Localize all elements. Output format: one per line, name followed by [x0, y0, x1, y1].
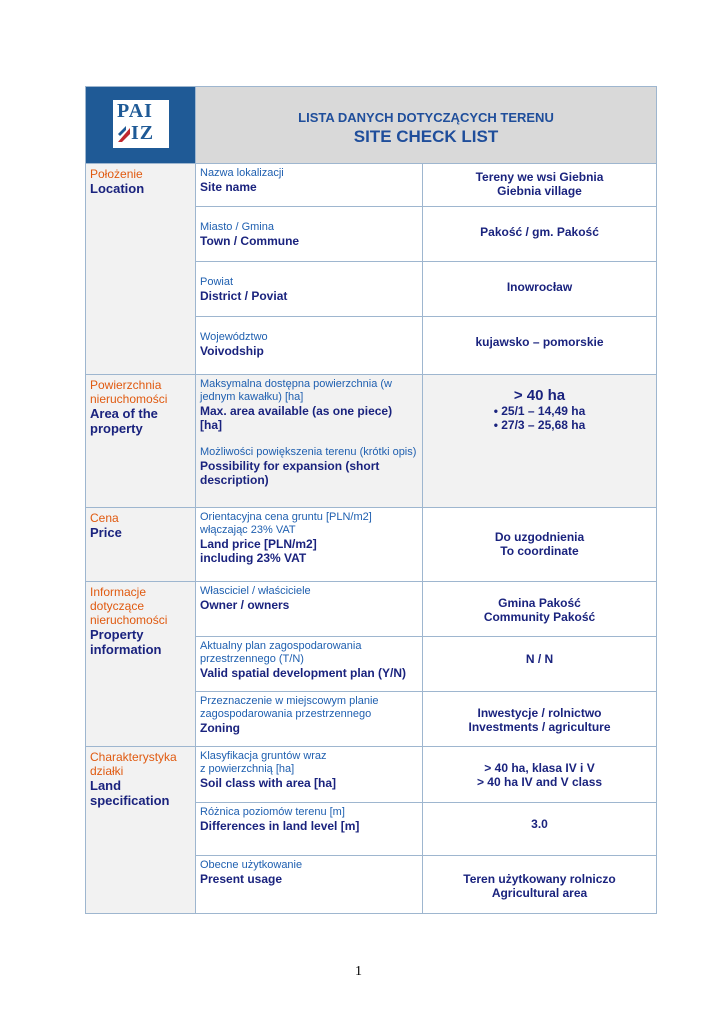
area-parcel-value: • 27/3 – 25,68 ha	[493, 418, 586, 432]
label-pl: Maksymalna dostępna powierzchnia (w	[200, 378, 392, 390]
category-label-pl: nieruchomości	[90, 613, 168, 627]
value-line: Pakość / gm. Pakość	[480, 225, 599, 239]
category-label-pl: nieruchomości	[90, 392, 168, 406]
category-label-en: information	[90, 642, 162, 657]
price-value	[423, 508, 657, 582]
label-en: Valid spatial development plan (Y/N)	[200, 666, 407, 680]
category-label-pl: Położenie	[90, 167, 143, 181]
label-en: description)	[200, 473, 269, 487]
category-label-en: Location	[90, 181, 145, 196]
label-en: Owner / owners	[200, 598, 290, 612]
page-title	[196, 87, 657, 164]
site-check-list-table	[85, 86, 657, 914]
town-value	[423, 207, 657, 262]
category-land-specification	[86, 747, 196, 914]
label-pl: Własciciel / właściciele	[200, 585, 311, 597]
logo-mark-icon	[116, 124, 132, 144]
owner-label	[196, 582, 423, 637]
value-line: Inwestycje / rolnictwo	[477, 706, 602, 720]
label-en: Possibility for expansion (short	[200, 459, 380, 473]
zoning-label	[196, 692, 423, 747]
value-line: Tereny we wsi Giebnia	[475, 170, 604, 184]
label-pl: Klasyfikacja gruntów wraz	[200, 750, 327, 762]
present-usage-value	[423, 856, 657, 914]
value-line: Community Pakość	[483, 610, 596, 624]
label-en: including 23% VAT	[200, 551, 307, 565]
label-en: Land price [PLN/m2]	[200, 537, 317, 551]
plan-label	[196, 637, 423, 692]
area-labels	[196, 375, 423, 508]
price-label	[196, 508, 423, 582]
category-label-pl: Informacje	[90, 585, 147, 599]
title-polish: LISTA DANYCH DOTYCZĄCYCH TERENU	[298, 109, 554, 125]
value-line: Giebnia village	[497, 184, 582, 198]
label-pl: Możliwości powiększenia terenu (krótki opis)	[200, 446, 417, 458]
plan-value	[423, 637, 657, 692]
label-pl: Miasto / Gmina	[200, 221, 274, 233]
value-line: Do uzgodnienia	[494, 530, 585, 544]
category-label-en: Price	[90, 525, 122, 540]
label-en: Site name	[200, 180, 257, 194]
value-line: To coordinate	[500, 544, 579, 558]
area-total-value: > 40 ha	[513, 387, 566, 404]
label-pl: Aktualny plan zagospodarowania	[200, 640, 362, 652]
category-label-en: Land	[90, 778, 122, 793]
site-check-list-sheet	[85, 86, 656, 914]
logo-text-bottom: IZ	[131, 122, 155, 144]
land-level-value	[423, 803, 657, 856]
land-level-label	[196, 803, 423, 856]
label-en: Differences in land level [m]	[200, 819, 360, 833]
category-label-pl: Cena	[90, 511, 119, 525]
category-label-pl: działki	[90, 764, 124, 778]
value-line: Agricultural area	[491, 886, 588, 900]
town-label	[196, 207, 423, 262]
category-label-pl: Powierzchnia	[90, 378, 162, 392]
label-en: Zoning	[200, 721, 240, 735]
category-location	[86, 164, 196, 375]
label-pl: Różnica poziomów terenu [m]	[200, 806, 345, 818]
value-line: 3.0	[531, 817, 548, 831]
site-name-label	[196, 164, 423, 207]
label-pl: Nazwa lokalizacji	[200, 167, 284, 179]
label-en: Town / Commune	[200, 234, 300, 248]
label-pl: Powiat	[200, 276, 234, 288]
label-pl: Obecne użytkowanie	[200, 859, 303, 871]
label-en: Voivodship	[200, 344, 264, 358]
paiiz-logo	[86, 87, 196, 164]
label-en: District / Poviat	[200, 289, 288, 303]
label-en: Present usage	[200, 872, 283, 886]
value-line: Inowrocław	[506, 280, 573, 294]
category-label-en: specification	[90, 793, 170, 808]
label-pl: Orientacyjna cena gruntu [PLN/m2]	[200, 511, 372, 523]
value-line: Investments / agriculture	[468, 720, 611, 734]
soil-class-value	[423, 747, 657, 803]
category-area	[86, 375, 196, 508]
label-pl: włączając 23% VAT	[200, 524, 296, 536]
logo-text-top: PAI	[117, 100, 153, 122]
value-line: Gmina Pakość	[498, 596, 581, 610]
district-value	[423, 262, 657, 317]
page-number: 1	[355, 964, 362, 979]
category-label-pl: dotyczące	[90, 599, 145, 613]
soil-class-label	[196, 747, 423, 803]
area-value	[423, 375, 657, 508]
label-pl: zagospodarowania przestrzennego	[200, 708, 372, 720]
value-line: N / N	[525, 652, 554, 666]
category-label-en: Property	[90, 627, 144, 642]
value-line: Teren użytkowany rolniczo	[463, 872, 616, 886]
value-line: kujawsko – pomorskie	[475, 335, 604, 349]
category-price	[86, 508, 196, 582]
label-en: [ha]	[200, 418, 222, 432]
label-pl: Przeznaczenie w miejscowym planie	[200, 695, 379, 707]
label-pl: Województwo	[200, 331, 268, 343]
logo-box	[113, 100, 169, 148]
label-pl: z powierzchnią [ha]	[200, 763, 295, 775]
present-usage-label	[196, 856, 423, 914]
label-en: Soil class with area [ha]	[200, 776, 337, 790]
zoning-value	[423, 692, 657, 747]
district-label	[196, 262, 423, 317]
category-label-en: property	[90, 421, 143, 436]
value-line: > 40 ha, klasa IV i V	[484, 761, 595, 775]
label-en: Max. area available (as one piece)	[200, 404, 393, 418]
title-english: SITE CHECK LIST	[353, 126, 499, 146]
label-pl: przestrzennego (T/N)	[200, 653, 304, 665]
voivodship-value	[423, 317, 657, 375]
category-label-en: Area of the	[90, 406, 158, 421]
category-property-information	[86, 582, 196, 747]
site-name-value	[423, 164, 657, 207]
voivodship-label	[196, 317, 423, 375]
area-parcel-value: • 25/1 – 14,49 ha	[493, 404, 586, 418]
value-line: > 40 ha IV and V class	[476, 775, 603, 789]
owner-value	[423, 582, 657, 637]
label-pl: jednym kawałku) [ha]	[200, 391, 304, 403]
category-label-pl: Charakterystyka	[90, 750, 177, 764]
